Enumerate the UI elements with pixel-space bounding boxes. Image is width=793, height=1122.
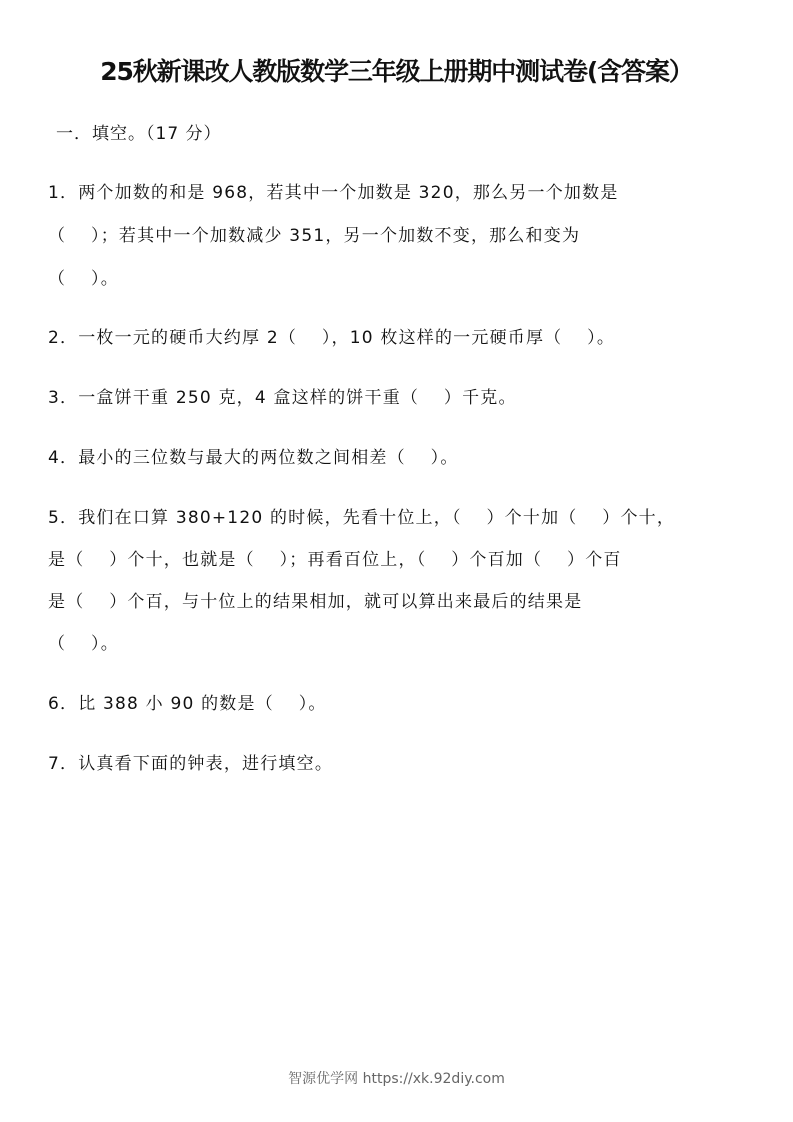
question-2-line-1: 2．一枚一元的硬币大约厚 2（ ），10 枚这样的一元硬币厚（ ）。 <box>48 328 616 348</box>
question-4-line-1: 4．最小的三位数与最大的两位数之间相差（ ）。 <box>48 448 459 468</box>
question-5-line-3: 是（ ）个百，与十位上的结果相加，就可以算出来最后的结果是 <box>48 592 583 612</box>
question-5-line-2: 是（ ）个十，也就是（ ）；再看百位上，（ ）个百加（ ）个百 <box>48 550 622 570</box>
question-1-line-1: 1．两个加数的和是 968，若其中一个加数是 320，那么另一个加数是 <box>48 183 619 203</box>
question-1-line-3: （ ）。 <box>48 269 119 289</box>
question-6-line-1: 6．比 388 小 90 的数是（ ）。 <box>48 694 327 714</box>
question-3-line-1: 3．一盒饼干重 250 克，4 盒这样的饼干重（ ）千克。 <box>48 388 517 408</box>
section-heading-fill-in: 一．填空。（17 分） <box>56 124 222 144</box>
question-7-line-1: 7．认真看下面的钟表，进行填空。 <box>48 754 334 774</box>
question-5-line-4: （ ）。 <box>48 634 119 654</box>
page-title: 25秋新课改人教版数学三年级上册期中测试卷(含答案） <box>100 57 693 86</box>
question-1-line-2: （ ）；若其中一个加数减少 351，另一个加数不变，那么和变为 <box>48 226 581 246</box>
footer-watermark: 智源优学网 https://xk.92diy.com <box>288 1071 505 1087</box>
question-5-line-1: 5．我们在口算 380+120 的时候，先看十位上，（ ）个十加（ ）个十， <box>48 508 676 528</box>
